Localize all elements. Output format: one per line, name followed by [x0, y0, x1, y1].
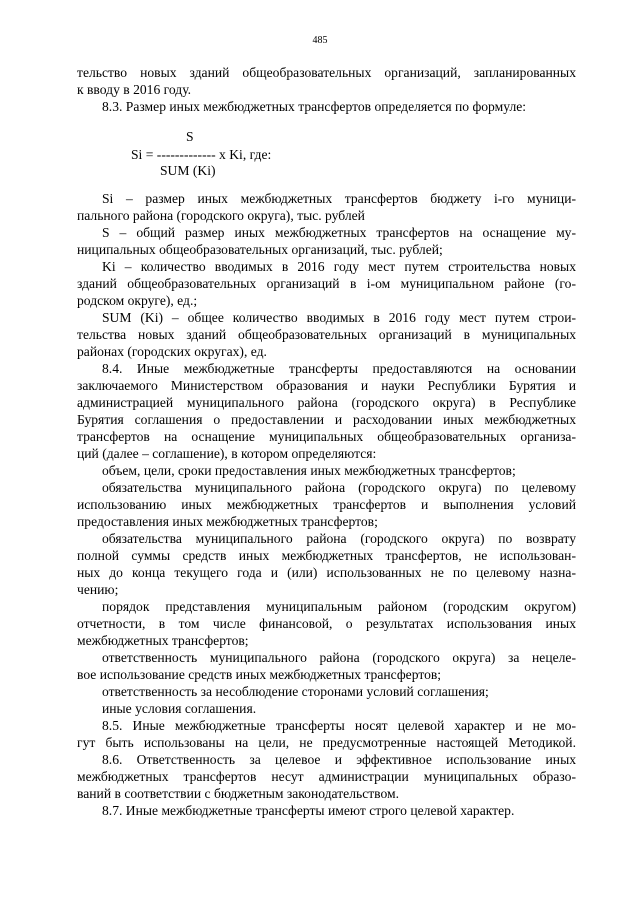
text-line: объем, цели, сроки предоставления иных межбюджетных трансфертов;: [102, 463, 516, 478]
text-line: родском округе), ед.;: [77, 293, 198, 308]
text-line: ваний в соответствии с бюджетным законодательством.: [77, 786, 400, 801]
text-line: ных до конца текущего года и (или) использованных не по целевому назна-: [77, 565, 576, 580]
text-line: обязательства муниципального района (городского округа) по возврату: [102, 531, 576, 546]
text-line: S – общий размер иных межбюджетных трансфертов на оснащение му-: [102, 225, 576, 240]
text-line: гут быть использованы на цели, не предусмотренные настоящей Методикой.: [77, 735, 576, 750]
text-block-main: [77, 190, 576, 819]
text-line: межбюджетных трансфертов несут администрации муниципальных образо-: [77, 769, 576, 784]
text-line: полной суммы средств иных межбюджетных трансфертов, не использован-: [77, 548, 576, 563]
text-line: отчетности, в том числе финансовой, о результатах использования иных: [77, 616, 576, 631]
text-line: предоставления иных межбюджетных трансфертов;: [77, 514, 378, 529]
text-line: трансфертов на оснащение муниципальных общеобразовательных организа-: [77, 429, 576, 444]
text-line: Бурятия соглашения о предоставлении и расходовании иных межбюджетных: [77, 412, 576, 427]
text-line: 8.3. Размер иных межбюджетных трансфертов определяется по формуле:: [102, 99, 527, 114]
text-line: ответственность муниципального района (городского округа) за нецеле-: [102, 650, 576, 665]
page-number: 485: [312, 35, 328, 46]
text-line: администрацией муниципального района (городского округа) в Республике: [77, 395, 576, 410]
text-line: SUM (Ki) – общее количество вводимых в 2016 году мест путем строи-: [102, 310, 576, 325]
text-line: использованию иных межбюджетных трансфертов и выполнения условий: [77, 497, 576, 512]
text-line: иные условия соглашения.: [102, 701, 257, 716]
formula-denominator: SUM (Ki): [160, 163, 216, 178]
text-line: тельства новых зданий общеобразовательных организаций в муниципальных: [77, 327, 576, 342]
text-line: ций (далее – соглашение), в котором определяются:: [77, 446, 377, 461]
text-line: 8.4. Иные межбюджетные трансферты предоставляются на основании: [102, 361, 576, 376]
text-line: ответственность за несоблюдение сторонами условий соглашения;: [102, 684, 489, 699]
text-line: к вводу в 2016 году.: [77, 82, 192, 97]
text-line: зданий общеобразовательных организаций в i-ом муниципальном районе (го-: [77, 276, 576, 291]
text-line: обязательства муниципального района (городского округа) по целевому: [102, 480, 576, 495]
text-line: пального района (городского округа), тыс. рублей: [77, 208, 365, 223]
formula-main-line: Si = ------------- x Ki, где:: [131, 147, 272, 162]
text-line: 8.5. Иные межбюджетные трансферты носят целевой характер и не мо-: [102, 718, 576, 733]
text-line: тельство новых зданий общеобразовательных организаций, запланированных: [77, 65, 576, 80]
text-line: 8.7. Иные межбюджетные трансферты имеют строго целевой характер.: [102, 803, 515, 818]
text-line: ниципальных общеобразовательных организаций, тыс. рублей;: [77, 242, 443, 257]
text-block-top: [77, 64, 576, 115]
text-line: вое использование средств иных межбюджетных трансфертов;: [77, 667, 442, 682]
text-line: заключаемого Министерством образования и науки Республики Бурятия и: [77, 378, 576, 393]
text-line: межбюджетных трансфертов;: [77, 633, 249, 648]
text-line: Ki – количество вводимых в 2016 году мест путем строительства новых: [102, 259, 576, 274]
formula-numerator: S: [186, 129, 194, 144]
text-line: Si – размер иных межбюджетных трансфертов бюджету i-го муници-: [102, 191, 576, 206]
text-line: 8.6. Ответственность за целевое и эффективное использование иных: [102, 752, 576, 767]
text-line: районах (городских округах), ед.: [77, 344, 267, 359]
text-line: чению;: [77, 582, 119, 597]
text-line: порядок представления муниципальным районом (городским округом): [102, 599, 576, 614]
